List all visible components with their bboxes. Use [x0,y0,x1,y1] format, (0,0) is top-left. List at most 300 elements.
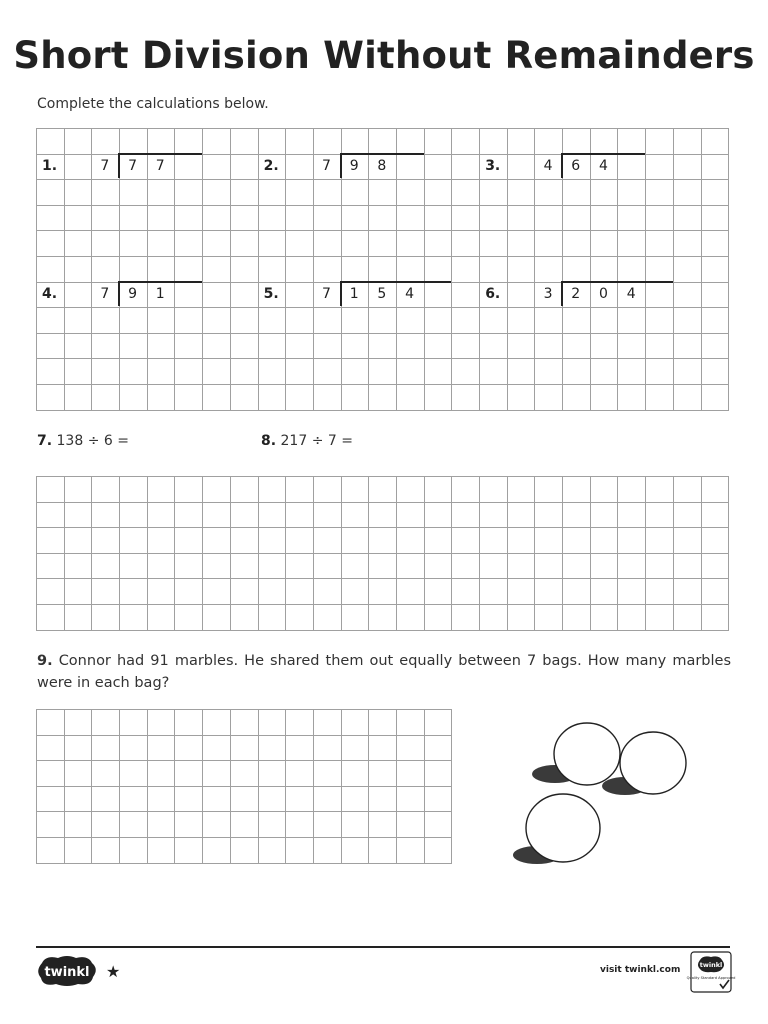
grid-cell[interactable] [231,257,259,283]
grid-cell[interactable] [259,787,287,813]
grid-cell[interactable] [65,334,93,360]
grid-cell[interactable] [231,605,259,631]
grid-cell[interactable] [425,257,453,283]
grid-cell[interactable] [452,155,480,181]
grid-cell[interactable] [92,257,120,283]
grid-cell[interactable] [259,710,287,736]
grid-cell[interactable] [92,231,120,257]
grid-cell[interactable] [231,477,259,503]
grid-cell[interactable] [618,129,646,155]
grid-cell[interactable] [148,477,176,503]
grid-cell[interactable] [397,838,425,864]
grid-cell[interactable] [369,477,397,503]
grid-cell[interactable] [646,477,674,503]
grid-cell[interactable] [65,257,93,283]
grid-cell[interactable] [508,129,536,155]
grid-cell[interactable] [314,334,342,360]
grid-cell[interactable] [425,308,453,334]
grid-cell[interactable] [314,812,342,838]
grid-cell[interactable] [175,710,203,736]
grid-cell[interactable] [203,736,231,762]
grid-cell[interactable] [425,283,453,309]
grid-cell[interactable] [342,129,370,155]
grid-cell[interactable] [92,477,120,503]
grid-cell[interactable] [342,736,370,762]
grid-cell[interactable] [231,528,259,554]
grid-cell[interactable] [120,579,148,605]
grid-cell[interactable] [702,257,730,283]
grid-cell[interactable] [646,129,674,155]
grid-cell[interactable] [175,605,203,631]
grid-cell[interactable] [342,554,370,580]
grid-cell[interactable] [646,359,674,385]
grid-cell[interactable] [508,334,536,360]
grid-cell[interactable] [674,155,702,181]
grid-cell[interactable] [120,528,148,554]
grid-cell[interactable] [314,231,342,257]
grid-cell[interactable] [563,129,591,155]
grid-cell[interactable] [674,129,702,155]
grid-cell[interactable] [535,308,563,334]
grid-cell[interactable] [369,257,397,283]
grid-cell[interactable] [397,710,425,736]
grid-cell[interactable] [425,528,453,554]
grid-cell[interactable] [286,257,314,283]
grid-cell[interactable] [618,528,646,554]
grid-cell[interactable] [618,477,646,503]
grid-cell[interactable] [674,605,702,631]
grid-cell[interactable] [65,477,93,503]
grid-cell[interactable] [508,359,536,385]
grid-cell[interactable] [480,231,508,257]
grid-cell[interactable] [231,554,259,580]
grid-cell[interactable] [148,736,176,762]
grid-cell[interactable] [397,231,425,257]
grid-cell[interactable] [148,838,176,864]
grid-cell[interactable] [452,528,480,554]
grid-cell[interactable] [342,308,370,334]
grid-cell[interactable] [286,736,314,762]
grid-cell[interactable] [37,528,65,554]
grid-cell[interactable] [480,477,508,503]
grid-cell[interactable] [148,554,176,580]
grid-cell[interactable] [203,283,231,309]
grid-cell[interactable] [397,155,425,181]
grid-cell[interactable] [65,206,93,232]
grid-cell[interactable] [702,579,730,605]
grid-cell[interactable] [674,231,702,257]
grid-cell[interactable] [342,257,370,283]
grid-cell[interactable] [591,180,619,206]
grid-cell[interactable] [37,206,65,232]
grid-cell[interactable] [508,206,536,232]
grid-cell[interactable] [259,761,287,787]
grid-cell[interactable] [425,736,453,762]
grid-cell[interactable] [314,838,342,864]
grid-cell[interactable] [397,308,425,334]
grid-cell[interactable] [120,359,148,385]
grid-cell[interactable] [148,257,176,283]
grid-cell[interactable] [480,129,508,155]
grid-cell[interactable] [175,257,203,283]
grid-cell[interactable] [314,206,342,232]
grid-cell[interactable] [203,838,231,864]
grid-cell[interactable] [259,359,287,385]
grid-cell[interactable] [286,385,314,411]
grid-cell[interactable] [175,761,203,787]
grid-cell[interactable] [203,605,231,631]
grid-cell[interactable] [37,129,65,155]
grid-cell[interactable] [259,308,287,334]
grid-cell[interactable] [563,477,591,503]
grid-cell[interactable] [148,231,176,257]
grid-cell[interactable] [397,605,425,631]
grid-cell[interactable] [92,206,120,232]
grid-cell[interactable] [259,605,287,631]
grid-cell[interactable] [618,503,646,529]
grid-cell[interactable] [148,812,176,838]
grid-cell[interactable] [120,206,148,232]
grid-cell[interactable] [702,180,730,206]
grid-cell[interactable] [37,231,65,257]
grid-cell[interactable] [175,554,203,580]
grid-cell[interactable] [203,231,231,257]
grid-cell[interactable] [674,579,702,605]
grid-cell[interactable] [120,231,148,257]
grid-cell[interactable] [425,359,453,385]
grid-cell[interactable] [120,503,148,529]
grid-cell[interactable] [286,155,314,181]
grid-cell[interactable] [92,554,120,580]
grid-cell[interactable] [92,605,120,631]
grid-cell[interactable] [65,787,93,813]
grid-cell[interactable] [369,605,397,631]
grid-cell[interactable] [452,477,480,503]
grid-cell[interactable] [37,838,65,864]
grid-cell[interactable] [120,308,148,334]
grid-cell[interactable] [92,308,120,334]
grid-cell[interactable] [591,477,619,503]
grid-cell[interactable] [148,761,176,787]
grid-cell[interactable] [286,605,314,631]
grid-cell[interactable] [148,308,176,334]
grid-cell[interactable] [231,710,259,736]
grid-cell[interactable] [259,129,287,155]
grid-cell[interactable] [203,761,231,787]
grid-cell[interactable] [397,206,425,232]
grid-cell[interactable] [231,359,259,385]
grid-cell[interactable] [674,554,702,580]
grid-cell[interactable] [535,528,563,554]
grid-cell[interactable] [508,503,536,529]
grid-cell[interactable] [591,308,619,334]
grid-cell[interactable] [646,257,674,283]
grid-cell[interactable] [480,605,508,631]
grid-cell[interactable] [702,308,730,334]
grid-cell[interactable] [702,477,730,503]
grid-cell[interactable] [259,554,287,580]
grid-cell[interactable] [148,385,176,411]
grid-cell[interactable] [65,308,93,334]
grid-cell[interactable] [231,180,259,206]
grid-cell[interactable] [618,359,646,385]
grid-cell[interactable] [397,180,425,206]
grid-cell[interactable] [286,308,314,334]
grid-cell[interactable] [203,155,231,181]
grid-cell[interactable] [535,605,563,631]
grid-cell[interactable] [397,528,425,554]
grid-cell[interactable] [397,257,425,283]
grid-cell[interactable] [674,334,702,360]
grid-cell[interactable] [369,579,397,605]
grid-cell[interactable] [618,180,646,206]
grid-cell[interactable] [286,812,314,838]
grid-cell[interactable] [535,554,563,580]
grid-cell[interactable] [286,231,314,257]
grid-cell[interactable] [535,231,563,257]
grid-cell[interactable] [369,528,397,554]
grid-cell[interactable] [286,283,314,309]
visit-link[interactable]: visit twinkl.com [600,965,681,975]
grid-cell[interactable] [397,554,425,580]
grid-cell[interactable] [65,838,93,864]
grid-cell[interactable] [286,180,314,206]
grid-cell[interactable] [65,503,93,529]
grid-cell[interactable] [175,283,203,309]
grid-cell[interactable] [591,257,619,283]
grid-cell[interactable] [369,787,397,813]
grid-cell[interactable] [646,308,674,334]
grid-cell[interactable] [231,385,259,411]
grid-cell[interactable] [618,308,646,334]
grid-cell[interactable] [231,761,259,787]
grid-cell[interactable] [259,231,287,257]
grid-cell[interactable] [259,812,287,838]
grid-cell[interactable] [37,477,65,503]
grid-cell[interactable] [674,180,702,206]
grid-cell[interactable] [618,257,646,283]
working-grid-bottom[interactable] [36,709,452,864]
grid-cell[interactable] [508,554,536,580]
grid-cell[interactable] [92,385,120,411]
grid-cell[interactable] [646,528,674,554]
grid-cell[interactable] [674,308,702,334]
grid-cell[interactable] [618,155,646,181]
grid-cell[interactable] [563,180,591,206]
grid-cell[interactable] [342,838,370,864]
grid-cell[interactable] [314,710,342,736]
grid-cell[interactable] [342,710,370,736]
grid-cell[interactable] [203,129,231,155]
grid-cell[interactable] [65,736,93,762]
grid-cell[interactable] [342,334,370,360]
grid-cell[interactable] [259,528,287,554]
grid-cell[interactable] [203,359,231,385]
grid-cell[interactable] [120,180,148,206]
grid-cell[interactable] [203,812,231,838]
grid-cell[interactable] [452,359,480,385]
grid-cell[interactable] [65,359,93,385]
grid-cell[interactable] [591,359,619,385]
grid-cell[interactable] [397,385,425,411]
grid-cell[interactable] [203,528,231,554]
grid-cell[interactable] [702,155,730,181]
grid-cell[interactable] [702,503,730,529]
grid-cell[interactable] [65,812,93,838]
grid-cell[interactable] [508,477,536,503]
grid-cell[interactable] [508,605,536,631]
grid-cell[interactable] [231,503,259,529]
grid-cell[interactable] [120,761,148,787]
grid-cell[interactable] [259,503,287,529]
grid-cell[interactable] [452,231,480,257]
grid-cell[interactable] [452,503,480,529]
grid-cell[interactable] [148,710,176,736]
grid-cell[interactable] [314,579,342,605]
grid-cell[interactable] [702,283,730,309]
grid-cell[interactable] [342,477,370,503]
grid-cell[interactable] [175,155,203,181]
grid-cell[interactable] [563,334,591,360]
grid-cell[interactable] [120,710,148,736]
grid-cell[interactable] [452,554,480,580]
grid-cell[interactable] [286,787,314,813]
grid-cell[interactable] [92,787,120,813]
grid-cell[interactable] [674,528,702,554]
grid-cell[interactable] [92,838,120,864]
grid-cell[interactable] [452,283,480,309]
grid-cell[interactable] [148,605,176,631]
grid-cell[interactable] [175,787,203,813]
grid-cell[interactable] [702,528,730,554]
grid-cell[interactable] [231,812,259,838]
grid-cell[interactable] [65,528,93,554]
grid-cell[interactable] [37,257,65,283]
grid-cell[interactable] [397,334,425,360]
grid-cell[interactable] [674,257,702,283]
grid-cell[interactable] [508,308,536,334]
grid-cell[interactable] [342,528,370,554]
grid-cell[interactable] [563,308,591,334]
grid-cell[interactable] [369,812,397,838]
grid-cell[interactable] [646,385,674,411]
grid-cell[interactable] [480,257,508,283]
grid-cell[interactable] [37,385,65,411]
grid-cell[interactable] [92,579,120,605]
grid-cell[interactable] [425,155,453,181]
grid-cell[interactable] [65,180,93,206]
grid-cell[interactable] [591,385,619,411]
grid-cell[interactable] [425,710,453,736]
grid-cell[interactable] [591,528,619,554]
grid-cell[interactable] [120,787,148,813]
grid-cell[interactable] [535,257,563,283]
grid-cell[interactable] [452,334,480,360]
grid-cell[interactable] [369,503,397,529]
grid-cell[interactable] [286,503,314,529]
grid-cell[interactable] [535,206,563,232]
grid-cell[interactable] [92,761,120,787]
grid-cell[interactable] [175,206,203,232]
grid-cell[interactable] [342,605,370,631]
grid-cell[interactable] [425,334,453,360]
grid-cell[interactable] [120,838,148,864]
grid-cell[interactable] [259,477,287,503]
grid-cell[interactable] [203,385,231,411]
grid-cell[interactable] [314,385,342,411]
grid-cell[interactable] [397,579,425,605]
grid-cell[interactable] [65,231,93,257]
grid-cell[interactable] [37,180,65,206]
grid-cell[interactable] [425,812,453,838]
grid-cell[interactable] [314,180,342,206]
grid-cell[interactable] [286,334,314,360]
grid-cell[interactable] [148,129,176,155]
grid-cell[interactable] [259,736,287,762]
grid-cell[interactable] [231,206,259,232]
grid-cell[interactable] [702,129,730,155]
grid-cell[interactable] [702,359,730,385]
grid-cell[interactable] [92,334,120,360]
grid-cell[interactable] [175,308,203,334]
grid-cell[interactable] [425,180,453,206]
grid-cell[interactable] [480,554,508,580]
grid-cell[interactable] [674,385,702,411]
grid-cell[interactable] [535,477,563,503]
grid-cell[interactable] [314,528,342,554]
twinkl-logo-icon[interactable] [36,955,98,987]
grid-cell[interactable] [120,477,148,503]
grid-cell[interactable] [480,359,508,385]
grid-cell[interactable] [314,129,342,155]
grid-cell[interactable] [286,554,314,580]
grid-cell[interactable] [148,180,176,206]
grid-cell[interactable] [452,605,480,631]
grid-cell[interactable] [203,503,231,529]
grid-cell[interactable] [314,736,342,762]
grid-cell[interactable] [397,736,425,762]
grid-cell[interactable] [563,206,591,232]
grid-cell[interactable] [286,710,314,736]
grid-cell[interactable] [259,257,287,283]
grid-cell[interactable] [203,787,231,813]
grid-cell[interactable] [425,503,453,529]
grid-cell[interactable] [286,579,314,605]
grid-cell[interactable] [37,605,65,631]
grid-cell[interactable] [342,180,370,206]
grid-cell[interactable] [702,334,730,360]
grid-cell[interactable] [425,385,453,411]
grid-cell[interactable] [646,206,674,232]
grid-cell[interactable] [37,710,65,736]
grid-cell[interactable] [369,838,397,864]
grid-cell[interactable] [92,503,120,529]
grid-cell[interactable] [674,359,702,385]
grid-cell[interactable] [92,710,120,736]
grid-cell[interactable] [65,710,93,736]
grid-cell[interactable] [369,206,397,232]
grid-cell[interactable] [369,129,397,155]
grid-cell[interactable] [369,180,397,206]
grid-cell[interactable] [397,812,425,838]
grid-cell[interactable] [120,129,148,155]
grid-cell[interactable] [175,838,203,864]
grid-cell[interactable] [148,579,176,605]
grid-cell[interactable] [286,359,314,385]
grid-cell[interactable] [120,605,148,631]
grid-cell[interactable] [314,503,342,529]
grid-cell[interactable] [369,359,397,385]
